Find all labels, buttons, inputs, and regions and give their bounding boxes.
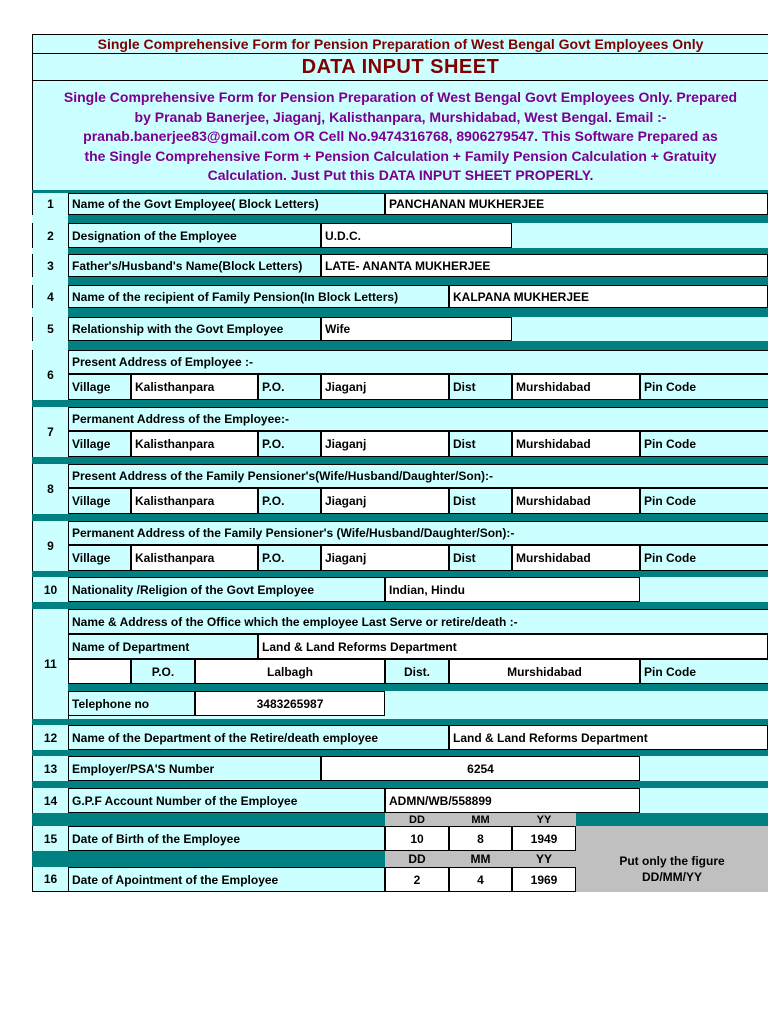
office-po-field[interactable]: Lalbagh [195, 659, 385, 684]
psa-number-field[interactable]: 6254 [321, 756, 640, 781]
row-separator [32, 457, 768, 464]
employee-name-label: Name of the Govt Employee( Block Letters) [68, 193, 385, 215]
office-po-label: P.O. [131, 659, 195, 684]
office-address-heading: Name & Address of the Office which the employee Last Serve or retire/death :- [68, 609, 768, 634]
intro-line-2: by Pranab Banerjee, Jiaganj, Kalisthanpara, Murshidabad, West Bengal. Email :- [134, 108, 667, 125]
village-label: Village [68, 488, 131, 514]
row-number: 10 [32, 577, 69, 602]
dist-field[interactable]: Murshidabad [512, 488, 640, 514]
appointment-year-field[interactable]: 1969 [512, 867, 576, 892]
pin-code-label: Pin Code [640, 545, 768, 571]
row-separator [32, 400, 768, 407]
intro-text [32, 80, 768, 190]
po-label: P.O. [258, 488, 321, 514]
pensioner-present-address-heading: Present Address of the Family Pensioner's(Wife/Husband/Daughter/Son):- [68, 464, 768, 488]
village-label: Village [68, 545, 131, 571]
permanent-address-heading: Permanent Address of the Employee:- [68, 407, 768, 431]
dist-label: Dist [449, 545, 512, 571]
row-separator [576, 813, 768, 826]
po-field[interactable]: Jiaganj [321, 431, 449, 457]
dob-day-field[interactable]: 10 [385, 826, 449, 851]
yy-header: YY [512, 813, 576, 826]
office-dist-label: Dist. [385, 659, 449, 684]
father-name-field[interactable]: LATE- ANANTA MUKHERJEE [321, 254, 768, 277]
form-title: Single Comprehensive Form for Pension Preparation of West Bengal Govt Employees Only [32, 34, 768, 54]
row-number: 13 [32, 756, 69, 781]
dist-field[interactable]: Murshidabad [512, 545, 640, 571]
row-number: 3 [32, 254, 69, 277]
row-separator [68, 341, 768, 350]
po-label: P.O. [258, 545, 321, 571]
note-line-2: DD/MM/YY [642, 870, 702, 884]
dist-label: Dist [449, 374, 512, 400]
row-separator [68, 308, 768, 317]
blank-cell [68, 659, 131, 684]
row-number: 5 [32, 317, 69, 341]
dd-header: DD [385, 813, 449, 826]
note-line-1: Put only the figure [619, 854, 725, 868]
department-name-field[interactable]: Land & Land Reforms Department [258, 634, 768, 659]
appointment-day-field[interactable]: 2 [385, 867, 449, 892]
table-bottom-border [32, 891, 576, 892]
village-label: Village [68, 374, 131, 400]
village-field[interactable]: Kalisthanpara [131, 374, 258, 400]
row-separator [32, 813, 385, 826]
dist-label: Dist [449, 488, 512, 514]
row-number: 16 [32, 867, 69, 892]
father-name-label: Father's/Husband's Name(Block Letters) [68, 254, 321, 277]
village-field[interactable]: Kalisthanpara [131, 431, 258, 457]
row-separator [32, 851, 385, 867]
intro-line-1: Single Comprehensive Form for Pension Preparation of West Bengal Govt Employees Only. Prepared [63, 89, 738, 105]
row-separator [68, 277, 768, 285]
yy-header: YY [512, 851, 576, 867]
row-separator [68, 684, 768, 691]
village-field[interactable]: Kalisthanpara [131, 488, 258, 514]
appointment-month-field[interactable]: 4 [449, 867, 512, 892]
row-number: 7 [32, 407, 69, 457]
present-address-heading: Present Address of Employee :- [68, 350, 768, 374]
dob-year-field[interactable]: 1949 [512, 826, 576, 851]
pin-code-label: Pin Code [640, 488, 768, 514]
nationality-label: Nationality /Religion of the Govt Employee [68, 577, 385, 602]
gpf-account-label: G.P.F Account Number of the Employee [68, 788, 385, 813]
row-number: 8 [32, 464, 69, 514]
date-format-note [576, 826, 768, 892]
family-pension-recipient-field[interactable]: KALPANA MUKHERJEE [449, 285, 768, 308]
row-number: 11 [32, 609, 69, 719]
row-number: 14 [32, 788, 69, 813]
po-label: P.O. [258, 431, 321, 457]
dist-label: Dist [449, 431, 512, 457]
row-separator [32, 514, 768, 521]
department-name-label: Name of Department [68, 634, 258, 659]
intro-line-5: Calculation. Just Put this DATA INPUT SHEET PROPERLY. [207, 167, 594, 183]
relationship-field[interactable]: Wife [321, 317, 512, 341]
village-label: Village [68, 431, 131, 457]
gpf-account-field[interactable]: ADMN/WB/558899 [385, 788, 640, 813]
row-number: 4 [32, 285, 69, 308]
row-separator [32, 781, 768, 788]
appointment-date-label: Date of Apointment of the Employee [68, 867, 385, 892]
office-dist-field[interactable]: Murshidabad [449, 659, 640, 684]
po-field[interactable]: Jiaganj [321, 545, 449, 571]
village-field[interactable]: Kalisthanpara [131, 545, 258, 571]
row-number: 2 [32, 223, 69, 248]
intro-line-4: the Single Comprehensive Form + Pension Calculation + Family Pension Calculation + Gratuity [84, 147, 717, 164]
pin-code-label: Pin Code [640, 374, 768, 400]
date-of-birth-label: Date of Birth of the Employee [68, 826, 385, 851]
row-number: 12 [32, 725, 69, 750]
family-pension-recipient-label: Name of the recipient of Family Pension(In Block Letters) [68, 285, 449, 308]
dist-field[interactable]: Murshidabad [512, 374, 640, 400]
pin-code-label: Pin Code [640, 431, 768, 457]
po-label: P.O. [258, 374, 321, 400]
sheet-title: DATA INPUT SHEET [32, 54, 768, 80]
retire-department-field[interactable]: Land & Land Reforms Department [449, 725, 768, 750]
row-separator [68, 215, 768, 223]
pensioner-permanent-address-heading: Permanent Address of the Family Pensioner's (Wife/Husband/Daughter/Son):- [68, 521, 768, 545]
retire-department-label: Name of the Department of the Retire/death employee [68, 725, 449, 750]
row-separator [32, 602, 768, 609]
telephone-field[interactable]: 3483265987 [195, 691, 385, 716]
psa-number-label: Employer/PSA'S Number [68, 756, 321, 781]
nationality-field[interactable]: Indian, Hindu [385, 577, 640, 602]
row-number: 15 [32, 826, 69, 851]
row-number: 9 [32, 521, 69, 571]
dob-month-field[interactable]: 8 [449, 826, 512, 851]
po-field[interactable]: Jiaganj [321, 374, 449, 400]
designation-label: Designation of the Employee [68, 223, 321, 248]
telephone-label: Telephone no [68, 691, 195, 716]
designation-field[interactable]: U.D.C. [321, 223, 512, 248]
office-pin-code-label: Pin Code [640, 659, 768, 684]
relationship-label: Relationship with the Govt Employee [68, 317, 321, 341]
po-field[interactable]: Jiaganj [321, 488, 449, 514]
mm-header: MM [449, 813, 512, 826]
dist-field[interactable]: Murshidabad [512, 431, 640, 457]
dd-header: DD [385, 851, 449, 867]
mm-header: MM [449, 851, 512, 867]
row-number: 1 [32, 193, 69, 215]
intro-line-3: pranab.banerjee83@gmail.com OR Cell No.9474316768, 8906279547. This Software Prepared as [83, 128, 718, 144]
employee-name-field[interactable]: PANCHANAN MUKHERJEE [385, 193, 768, 215]
row-number: 6 [32, 350, 69, 400]
